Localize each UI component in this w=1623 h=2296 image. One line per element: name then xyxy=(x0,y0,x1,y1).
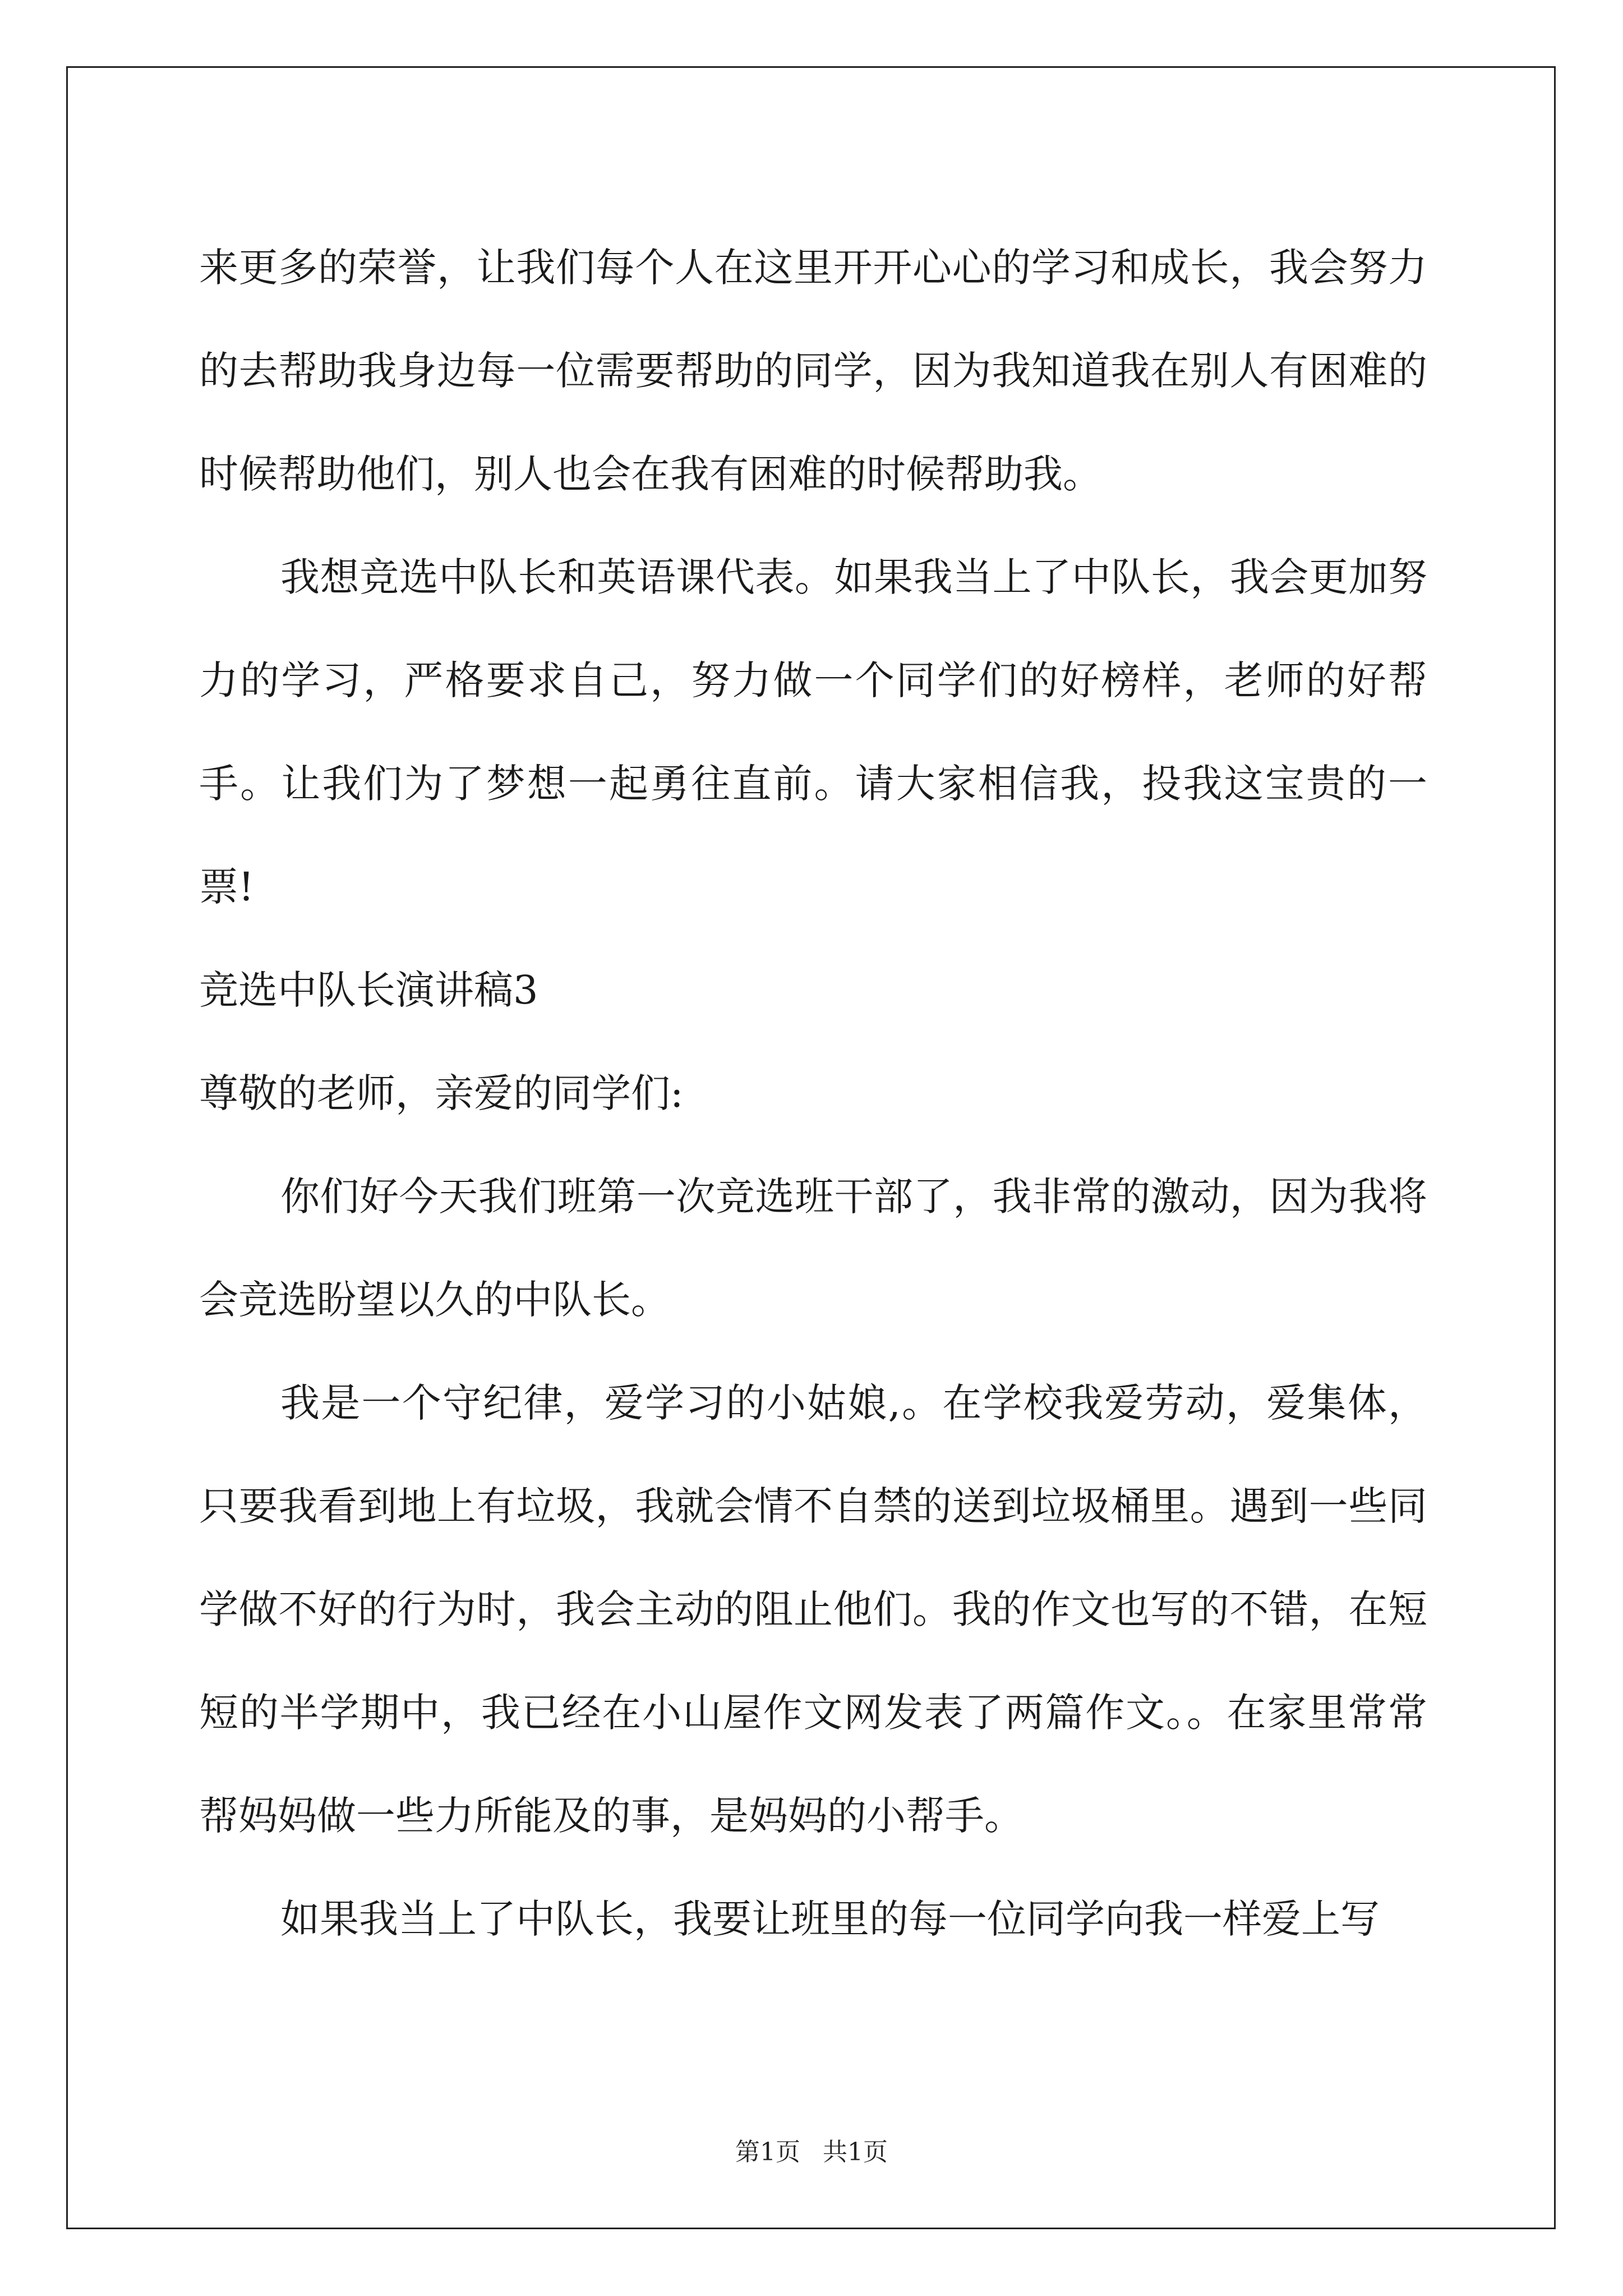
page-footer xyxy=(0,2132,1623,2168)
section-title: 竞选中队长演讲稿3 xyxy=(199,967,538,1013)
paragraph: 我是一个守纪律，爱学习的小姑娘,。在学校我爱劳动，爱集体，只要我看到地上有垃圾，我就会情不自禁的送到垃圾桶里。遇到一些同学做不好的行为时，我会主动的阻止他们。我的作文也写的不错，在短短的半学期中，我已经在小山屋作文网发表了两篇作文。。在家里常常帮妈妈做一些力所能及的事，是妈妈的小帮手。 xyxy=(199,1380,1427,1839)
page-number: 第1页 xyxy=(735,2138,800,2166)
paragraph-continuation: 来更多的荣誉，让我们每个人在这里开开心心的学习和成长，我会努力的去帮助我身边每一位需要帮助的同学，因为我知道我在别人有困难的时候帮助他们，别人也会在我有困难的时候帮助我。 xyxy=(199,245,1427,497)
page-total: 共1页 xyxy=(823,2138,888,2166)
document-body xyxy=(199,216,1427,1971)
salutation: 尊敬的老师，亲爱的同学们: xyxy=(199,1070,684,1116)
paragraph: 我想竞选中队长和英语课代表。如果我当上了中队长，我会更加努力的学习，严格要求自己，努力做一个同学们的好榜样，老师的好帮手。让我们为了梦想一起勇往直前。请大家相信我，投我这宝贵的一票! xyxy=(199,554,1427,910)
paragraph: 你们好今天我们班第一次竞选班干部了，我非常的激动，因为我将会竞选盼望以久的中队长。 xyxy=(199,1174,1427,1323)
paragraph: 如果我当上了中队长，我要让班里的每一位同学向我一样爱上写 xyxy=(280,1896,1380,1942)
